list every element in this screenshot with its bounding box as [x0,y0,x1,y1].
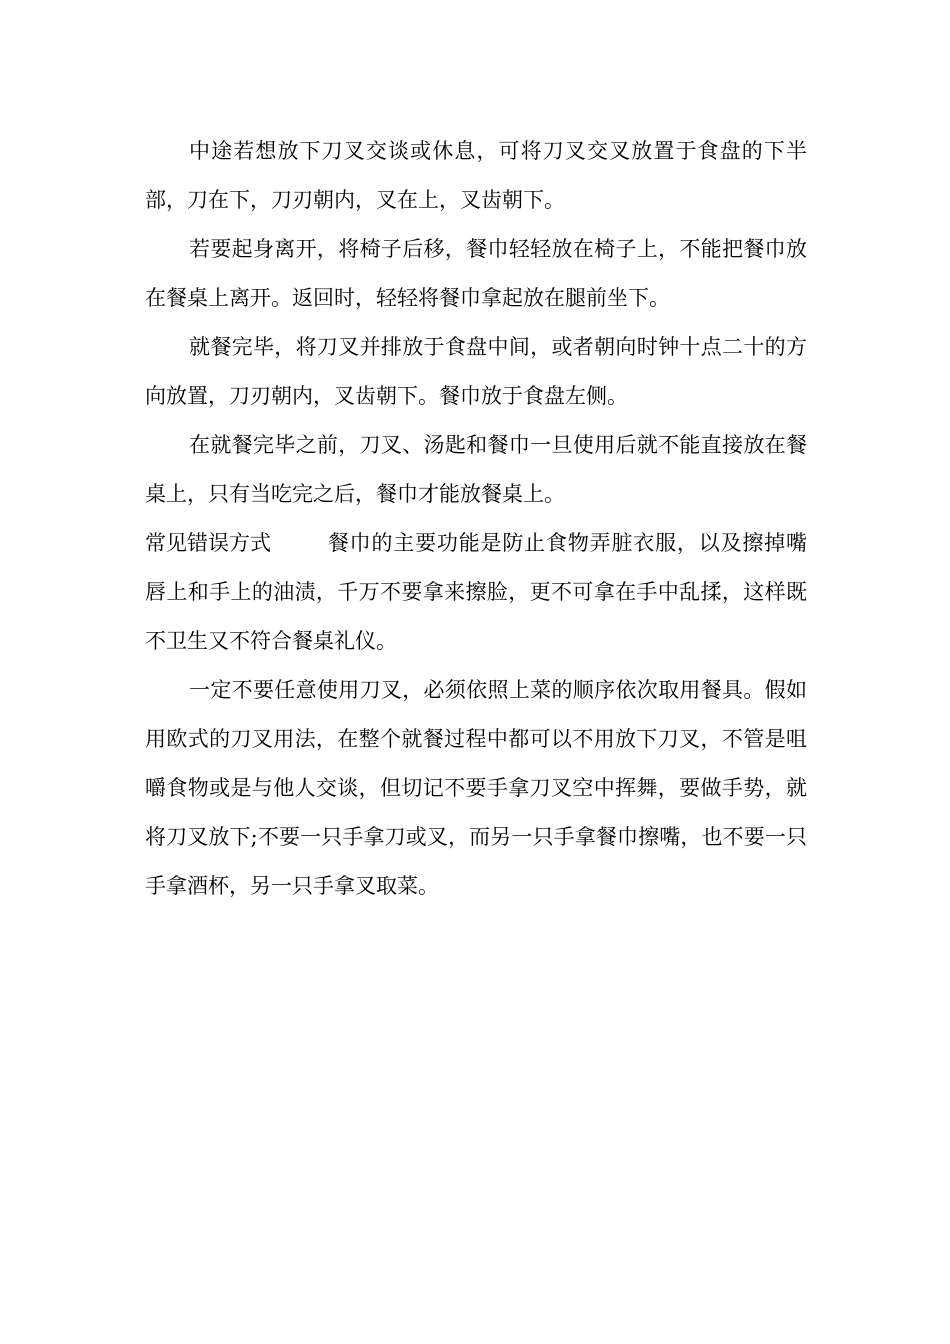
section-common-mistakes [145,519,807,666]
paragraph-rest-position: 中途若想放下刀叉交谈或休息，可将刀叉交叉放置于食盘的下半部，刀在下，刀刃朝内，叉在上，叉齿朝下。 [145,139,807,212]
paragraph-before-finishing: 在就餐完毕之前，刀叉、汤匙和餐巾一旦使用后就不能直接放在餐桌上，只有当吃完之后，餐巾才能放餐桌上。 [145,433,807,506]
paragraph-cutlery-usage: 一定不要任意使用刀叉，必须依照上菜的顺序依次取用餐具。假如用欧式的刀叉用法，在整个就餐过程中都可以不用放下刀叉，不管是咀嚼食物或是与他人交谈，但切记不要手拿刀叉空中挥舞，要做手势，就将刀叉放下;不要一只手拿刀或叉，而另一只手拿餐巾擦嘴，也不要一只手拿酒杯，另一只手拿叉取菜。 [145,678,807,898]
section-paragraph: 餐巾的主要功能是防止食物弄脏衣服，以及擦掉嘴唇上和手上的油渍，千万不要拿来擦脸，更不可拿在手中乱揉，这样既不卫生又不符合餐桌礼仪。 [145,531,807,653]
document-body [145,127,807,911]
section-heading: 常见错误方式 [145,531,271,555]
paragraph-finished-position: 就餐完毕，将刀叉并排放于食盘中间，或者朝向时钟十点二十的方向放置，刀刃朝内，叉齿朝下。餐巾放于食盘左侧。 [145,335,807,408]
paragraph-leaving-table: 若要起身离开，将椅子后移，餐巾轻轻放在椅子上，不能把餐巾放在餐桌上离开。返回时，轻轻将餐巾拿起放在腿前坐下。 [145,237,807,310]
